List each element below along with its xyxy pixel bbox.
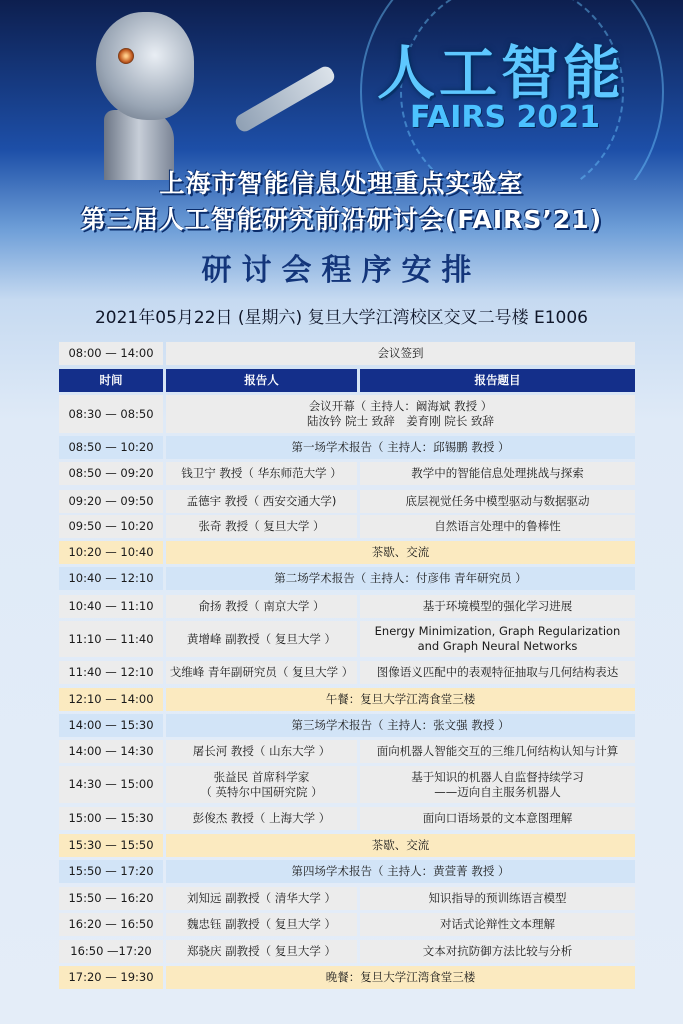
time-cell: 15:50 — 17:20 bbox=[59, 860, 163, 883]
session-title-cell: 第四场学术报告（ 主持人：黄萱菁 教授 ） bbox=[166, 860, 635, 883]
logo-english: FAIRS 2021 bbox=[409, 100, 601, 135]
talk-title-cell: 基于知识的机器人自监督持续学习 ——迈向自主服务机器人 bbox=[360, 766, 635, 803]
time-cell: 11:10 — 11:40 bbox=[59, 621, 163, 657]
time-cell: 08:00 — 14:00 bbox=[59, 342, 163, 365]
schedule-row-normal bbox=[59, 621, 635, 657]
schedule-row-normal bbox=[59, 595, 635, 618]
speaker-cell: 黄增峰 副教授（ 复旦大学 ） bbox=[166, 621, 357, 657]
talk-title-cell: 文本对抗防御方法比较与分析 bbox=[360, 940, 635, 963]
title-program: 研讨会程序安排 bbox=[201, 253, 482, 288]
time-cell: 15:30 — 15:50 bbox=[59, 834, 163, 857]
talk-title-cell: 底层视觉任务中模型驱动与数据驱动 bbox=[360, 490, 635, 513]
schedule-row-normal bbox=[59, 887, 635, 910]
time-cell: 15:00 — 15:30 bbox=[59, 807, 163, 830]
speaker-cell: 张奇 教授（ 复旦大学 ） bbox=[166, 515, 357, 538]
time-cell: 14:00 — 15:30 bbox=[59, 714, 163, 737]
robot-head bbox=[96, 12, 194, 120]
speaker-cell: 郑骁庆 副教授（ 复旦大学 ） bbox=[166, 940, 357, 963]
column-header-speaker: 报告人 bbox=[166, 369, 357, 392]
time-cell: 09:20 — 09:50 bbox=[59, 490, 163, 513]
schedule-row-session bbox=[59, 436, 635, 459]
schedule-row-normal bbox=[59, 342, 635, 365]
schedule-row-normal bbox=[59, 807, 635, 830]
schedule-row-normal bbox=[59, 395, 635, 433]
speaker-cell: 张益民 首席科学家 （ 英特尔中国研究院 ） bbox=[166, 766, 357, 803]
talk-title-cell: 知识指导的预训练语言模型 bbox=[360, 887, 635, 910]
event-info: 2021年05月22日 (星期六) 复旦大学江湾校区交叉二号楼 E1006 bbox=[94, 308, 588, 328]
robot-hand bbox=[233, 64, 337, 135]
speaker-cell: 魏忠钰 副教授（ 复旦大学 ） bbox=[166, 913, 357, 936]
schedule-row-normal bbox=[59, 766, 635, 803]
talk-title-cell: 面向口语场景的文本意图理解 bbox=[360, 807, 635, 830]
time-cell: 16:20 — 16:50 bbox=[59, 913, 163, 936]
title-lab: 上海市智能信息处理重点实验室 bbox=[159, 169, 524, 198]
time-cell: 12:10 — 14:00 bbox=[59, 688, 163, 711]
schedule-row-session bbox=[59, 567, 635, 590]
speaker-cell: 戈维峰 青年副研究员（ 复旦大学 ） bbox=[166, 661, 357, 684]
speaker-cell: 孟德宇 教授（ 西安交通大学) bbox=[166, 490, 357, 513]
hero-banner bbox=[0, 0, 683, 180]
title-workshop: 第三届人工智能研究前沿研讨会(FAIRS’21) bbox=[80, 205, 603, 234]
time-cell: 15:50 — 16:20 bbox=[59, 887, 163, 910]
logo-chinese: 人工智能 bbox=[376, 39, 625, 107]
schedule-row-session bbox=[59, 714, 635, 737]
schedule-row-break bbox=[59, 834, 635, 857]
speaker-cell: 钱卫宁 教授（ 华东师范大学 ） bbox=[166, 462, 357, 485]
talk-title-cell: 图像语义匹配中的表观特征抽取与几何结构表达 bbox=[360, 661, 635, 684]
speaker-cell: 彭俊杰 教授（ 上海大学 ） bbox=[166, 807, 357, 830]
event-cell: 晚餐：复旦大学江湾食堂三楼 bbox=[166, 966, 635, 989]
schedule-row-normal bbox=[59, 913, 635, 936]
time-cell: 16:50 —17:20 bbox=[59, 940, 163, 963]
time-cell: 09:50 — 10:20 bbox=[59, 515, 163, 538]
time-cell: 10:40 — 12:10 bbox=[59, 567, 163, 590]
talk-title-cell: 教学中的智能信息处理挑战与探索 bbox=[360, 462, 635, 485]
schedule-row-normal bbox=[59, 490, 635, 513]
time-cell: 10:40 — 11:10 bbox=[59, 595, 163, 618]
time-cell: 14:00 — 14:30 bbox=[59, 740, 163, 763]
talk-title-cell: 自然语言处理中的鲁棒性 bbox=[360, 515, 635, 538]
schedule-row-break bbox=[59, 966, 635, 989]
speaker-cell: 刘知远 副教授（ 清华大学 ） bbox=[166, 887, 357, 910]
schedule-row-session bbox=[59, 860, 635, 883]
schedule-row-normal bbox=[59, 462, 635, 485]
talk-title-cell: 面向机器人智能交互的三维几何结构认知与计算 bbox=[360, 740, 635, 763]
robot-eye-icon bbox=[118, 48, 134, 64]
time-cell: 17:20 — 19:30 bbox=[59, 966, 163, 989]
event-cell: 会议开幕（ 主持人：阚海斌 教授 ） 陆汝钤 院士 致辞 姜育刚 院长 致辞 bbox=[166, 395, 635, 433]
schedule-row-normal bbox=[59, 940, 635, 963]
schedule-row-normal bbox=[59, 661, 635, 684]
time-cell: 08:50 — 09:20 bbox=[59, 462, 163, 485]
time-cell: 10:20 — 10:40 bbox=[59, 541, 163, 564]
talk-title-cell: Energy Minimization, Graph Regularization and Graph Neural Networks bbox=[360, 621, 635, 657]
column-header-time: 时间 bbox=[59, 369, 163, 392]
schedule-row-header bbox=[59, 369, 635, 392]
schedule-row-normal bbox=[59, 740, 635, 763]
event-cell: 茶歇、交流 bbox=[166, 541, 635, 564]
schedule-row-break bbox=[59, 541, 635, 564]
column-header-title: 报告题目 bbox=[360, 369, 635, 392]
time-cell: 14:30 — 15:00 bbox=[59, 766, 163, 803]
schedule-row-normal bbox=[59, 515, 635, 538]
session-title-cell: 第一场学术报告（ 主持人：邱锡鹏 教授 ） bbox=[166, 436, 635, 459]
speaker-cell: 俞扬 教授（ 南京大学 ） bbox=[166, 595, 357, 618]
session-title-cell: 第三场学术报告（ 主持人：张文强 教授 ） bbox=[166, 714, 635, 737]
event-cell: 会议签到 bbox=[166, 342, 635, 365]
time-cell: 08:50 — 10:20 bbox=[59, 436, 163, 459]
session-title-cell: 第二场学术报告（ 主持人：付彦伟 青年研究员 ） bbox=[166, 567, 635, 590]
talk-title-cell: 基于环境模型的强化学习进展 bbox=[360, 595, 635, 618]
time-cell: 08:30 — 08:50 bbox=[59, 395, 163, 433]
schedule-row-break bbox=[59, 688, 635, 711]
event-cell: 茶歇、交流 bbox=[166, 834, 635, 857]
speaker-cell: 屠长河 教授（ 山东大学 ） bbox=[166, 740, 357, 763]
time-cell: 11:40 — 12:10 bbox=[59, 661, 163, 684]
talk-title-cell: 对话式论辩性文本理解 bbox=[360, 913, 635, 936]
event-cell: 午餐：复旦大学江湾食堂三楼 bbox=[166, 688, 635, 711]
